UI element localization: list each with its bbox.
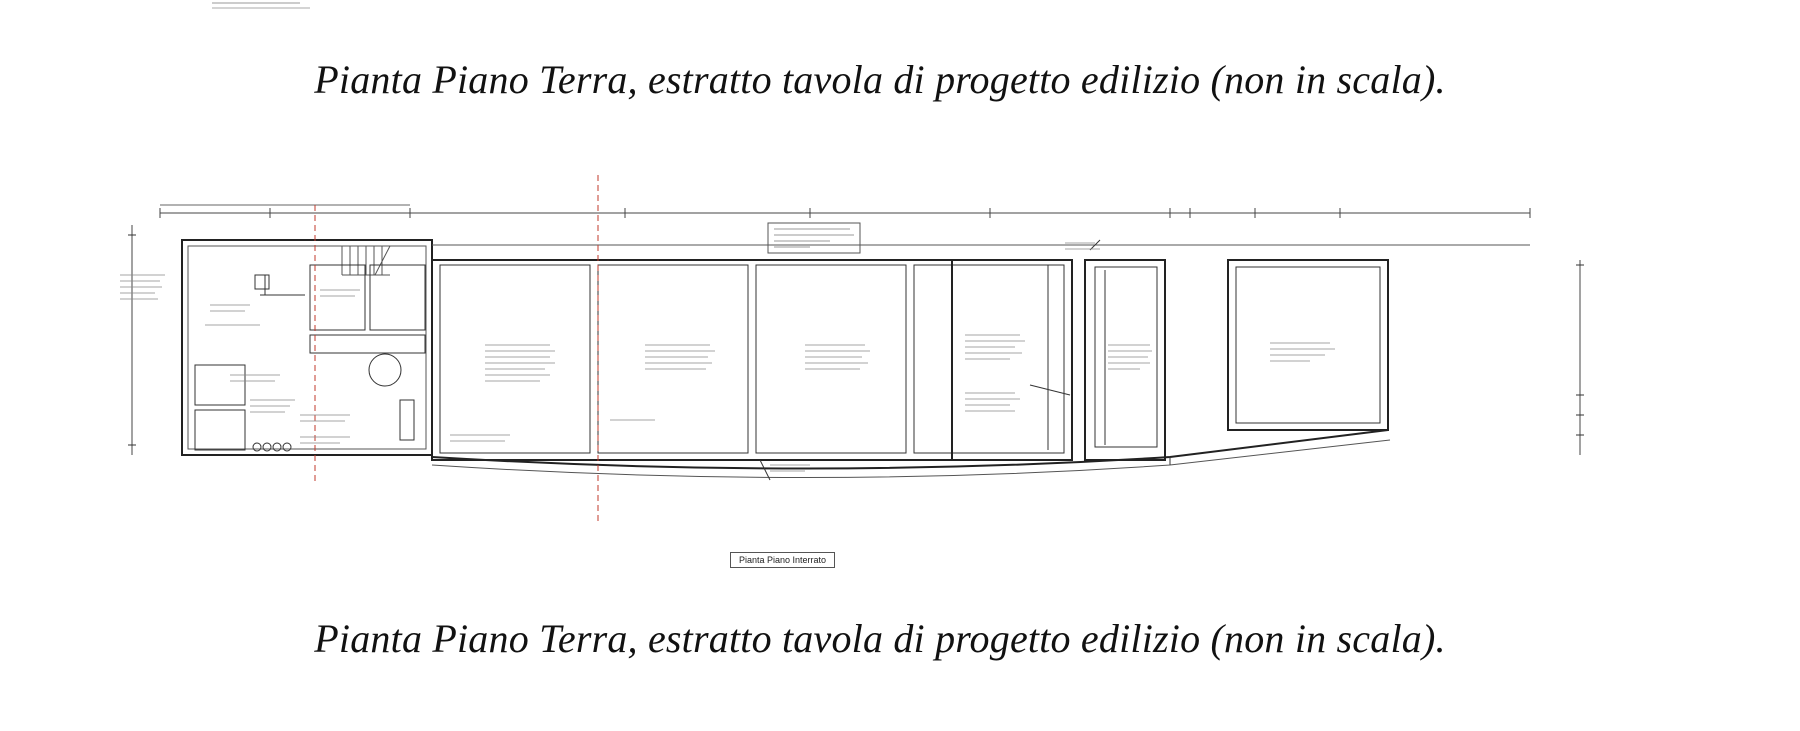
floor-plan-drawing xyxy=(110,165,1610,605)
floor-plan-svg xyxy=(110,165,1610,605)
caption-bottom: Pianta Piano Terra, estratto tavola di progetto edilizio (non in scala). xyxy=(314,616,1446,661)
caption-top: Pianta Piano Terra, estratto tavola di progetto edilizio (non in scala). xyxy=(314,57,1446,102)
plan-label-box: Pianta Piano Interrato xyxy=(730,552,835,568)
top-cut-annotation xyxy=(210,0,320,14)
